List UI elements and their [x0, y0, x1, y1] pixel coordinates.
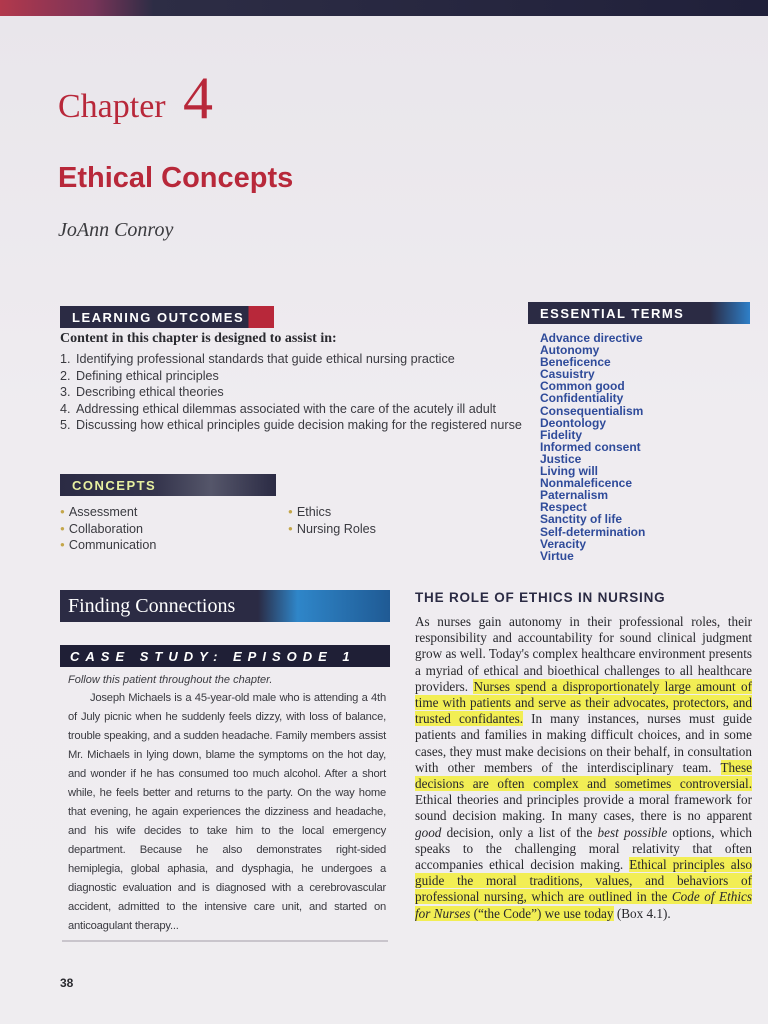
outcome-item: 4. Addressing ethical dilemmas associated with the care of the acutely ill adult	[60, 401, 497, 416]
essential-terms-list	[540, 332, 645, 562]
concept-item: ● Nursing Roles	[288, 521, 376, 538]
term-item: Fidelity	[540, 427, 583, 442]
case-study-divider	[62, 940, 388, 942]
concepts-list-left	[60, 504, 156, 554]
concept-item: ● Collaboration	[60, 521, 156, 538]
term-item: Deontology	[540, 415, 606, 430]
highlighted-text: Nurses spend a disproportionately large amount of time with patients and serve as their advocates, protectors, and trusted confidantes.	[415, 678, 752, 727]
term-item: Autonomy	[540, 343, 600, 358]
page-number: 38	[60, 976, 74, 990]
term-item: Confidentiality	[540, 391, 624, 406]
term-item: Virtue	[540, 548, 574, 563]
chapter-author: JoAnn Conroy	[58, 219, 174, 241]
concepts-heading: CONCEPTS	[60, 474, 276, 496]
highlighted-text: These decisions are often complex and sometimes controversial.	[415, 759, 752, 792]
concept-item: ● Assessment	[60, 504, 156, 521]
case-study-heading: CASE STUDY: EPISODE 1	[60, 645, 390, 667]
term-item: Living will	[540, 464, 599, 479]
chapter-number: 4	[183, 65, 213, 131]
section-body: As nurses gain autonomy in their professional roles, their responsibility and accountability for sound clinical judgment grow as well. Today's complex healthcare environment presents a myriad of ethical and bioethical challenges to all healthcare providers. Nurses spend a disproportionately large amount of time with patients and serve as their advocates, protectors, and trusted confidantes. In many instances, nurses must guide patients and families in making difficult choices, and in some cases, they must make decisions on their behalf, in consultation with other members of the interdisciplinary team. These decisions are often complex and sometimes controversial. Ethical theories and principles provide a moral framework for sound decision making. In many cases, there is no apparent good decision, only a list of the best possible options, which speaks to the challenging moral relativity that often accompanies ethical decision making. Ethical principles also guide the moral traditions, values, and behaviors of professional nursing, which are outlined in the Code of Ethics for Nurses (“the Code”) we use today (Box 4.1).	[415, 614, 753, 921]
term-item: Informed consent	[540, 439, 641, 454]
term-item: Consequentialism	[540, 403, 644, 418]
case-study-intro: Follow this patient throughout the chapter.	[68, 674, 273, 686]
outcome-item: 2. Defining ethical principles	[60, 368, 219, 383]
outcome-item: 5. Discussing how ethical principles guide decision making for the registered nurse	[60, 418, 522, 432]
finding-connections-banner	[60, 590, 390, 622]
term-item: Paternalism	[540, 488, 609, 503]
concept-item: ● Communication	[60, 537, 156, 554]
essential-terms-heading: ESSENTIAL TERMS	[528, 302, 750, 324]
term-item: Self-determination	[540, 524, 646, 539]
term-item: Justice	[540, 451, 582, 466]
outcome-item: 1. Identifying professional standards that guide ethical nursing practice	[60, 352, 455, 366]
top-color-band	[0, 0, 768, 16]
finding-connections-title: Finding Connections	[68, 594, 236, 617]
term-item: Nonmaleficence	[540, 476, 633, 491]
term-item: Veracity	[540, 536, 587, 551]
term-item: Advance directive	[540, 331, 643, 345]
term-item: Beneficence	[540, 355, 611, 370]
term-item: Respect	[540, 500, 587, 515]
outcome-item: 3. Describing ethical theories	[60, 385, 224, 399]
section-heading: THE ROLE OF ETHICS IN NURSING	[415, 590, 666, 605]
learning-outcomes-intro: Content in this chapter is designed to assist in:	[60, 331, 337, 346]
learning-outcomes-list	[60, 351, 522, 434]
term-item: Casuistry	[540, 367, 595, 382]
concept-item: ● Ethics	[288, 504, 376, 521]
concepts-list-right	[288, 504, 376, 537]
highlighted-text: Ethical principles also guide the moral traditions, values, and behaviors of professional nursing, which are outlined in the Code of Ethics for Nurses (“the Code”) we use today	[415, 857, 753, 921]
chapter-label: Chapter	[58, 88, 166, 125]
term-item: Sanctity of life	[540, 512, 623, 527]
chapter-title: Ethical Concepts	[58, 162, 294, 194]
case-study-body: Joseph Michaels is a 45-year-old male who is attending a 4th of July picnic when he suddenly feels dizzy, with loss of balance, trouble speaking, and a sudden headache. Family members assist Mr. Michaels in lying down, blame the symptoms on the hot day, and wonder if he has consumed too much alcohol. After a short while, he feels better and returns to the party. On the way home that evening, he again experiences the dizziness and headache, and his wife decides to take him to the local emergency department. Because he also demonstrates right-sided hemiplegia, global aphasia, and dysphagia, he undergoes a diagnostic evaluation and is diagnosed with a cerebrovascular accident, admitted to the intensive care unit, and started on anticoagulant therapy...	[68, 692, 386, 932]
learning-outcomes-heading: LEARNING OUTCOMES	[60, 306, 274, 328]
term-item: Common good	[540, 379, 625, 394]
